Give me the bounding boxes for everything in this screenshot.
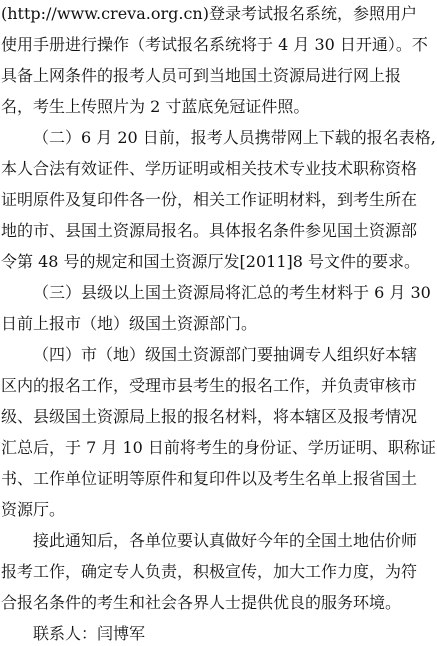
text-line: 使用手册进行操作（考试报名系统将于 4 月 30 日开通）。不 bbox=[1, 35, 428, 54]
paragraph-three-start: （三）县级以上国土资源局将汇总的考生材料于 6 月 30 bbox=[33, 283, 431, 302]
text-line: 汇总后，于 7 月 10 日前将考生的身份证、学历证明、职称证 bbox=[1, 438, 436, 457]
text-line: 级、县级国土资源局上报的报名材料，将本辖区及报考情况 bbox=[1, 407, 418, 426]
text-line: 资源厅。 bbox=[1, 500, 66, 519]
contact-person: 联系人：闫博军 bbox=[33, 624, 146, 643]
closing-paragraph-start: 接此通知后，各单位要认真做好今年的全国土地估价师 bbox=[33, 531, 418, 550]
text-line: 本人合法有效证件、学历证明或相关技术专业技术职称资格 bbox=[1, 159, 418, 178]
text-line: 报考工作，确定专人负责，积极宣传，加大工作力度，为符 bbox=[1, 562, 418, 581]
text-line: 日前上报市（地）级国土资源部门。 bbox=[1, 314, 258, 333]
paragraph-four-start: （四）市（地）级国土资源部门要抽调专人组织好本辖 bbox=[33, 345, 418, 364]
text-line: 书、工作单位证明等原件和复印件以及考生名单上报省国土 bbox=[1, 469, 418, 488]
text-line: 令第 48 号的规定和国土资源厅发[2011]8 号文件的要求。 bbox=[1, 252, 421, 271]
text-line: 名，考生上传照片为 2 寸蓝底免冠证件照。 bbox=[1, 97, 310, 116]
text-line: 地的市、县国土资源局报名。具体报名条件参见国土资源部 bbox=[1, 221, 418, 240]
text-line: (http://www.creva.org.cn)登录考试报名系统，参照用户 bbox=[1, 4, 417, 23]
text-line: 证明原件及复印件各一份，相关工作证明材料，到考生所在 bbox=[1, 190, 418, 209]
text-line: 具备上网条件的报考人员可到当地国土资源局进行网上报 bbox=[1, 66, 402, 85]
text-line: 区内的报名工作，受理市县考生的报名工作，并负责审核市 bbox=[1, 376, 418, 395]
text-line: 合报名条件的考生和社会各界人士提供优良的服务环境。 bbox=[1, 593, 402, 612]
paragraph-two-start: （二）6 月 20 日前，报考人员携带网上下载的报名表格, bbox=[33, 128, 436, 147]
